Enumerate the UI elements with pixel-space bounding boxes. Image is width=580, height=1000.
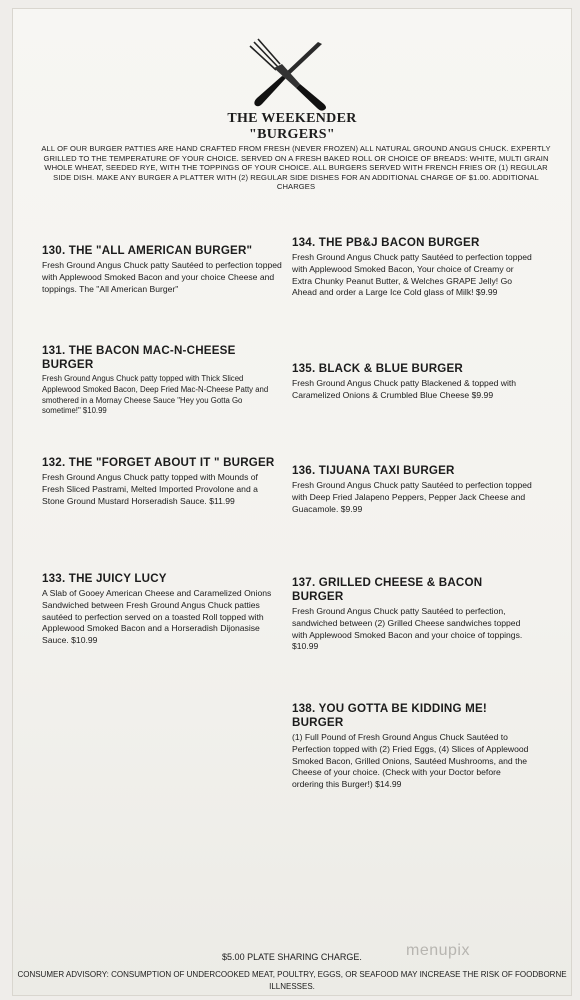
intro-text: ALL OF OUR BURGER PATTIES ARE HAND CRAFTED FROM FRESH (NEVER FROZEN) ALL NATURAL GROUND ANGUS CHUCK. EXPERTLY GRILLED TO THE TEMPERATURE OF YOUR CHOICE. SERVED ON A FRESH BAKED ROLL OR CHOICE OF BREADS: WHITE, MULTI GRAIN WHOLE WHEAT, SEEDED RYE, WITH THE TOPPINGS OF YOUR CHOICE. ALL BURGERS SERVED WITH FRENCH FRIES OR (1) REGULAR SIDE DISH. MAKE ANY BURGER A PLATTER WITH (2) REGULAR SIDE DISHES FOR AN ADDITIONAL CHARGE OF $1.00. ADDITIONAL CHARGES [41,144,551,192]
item-name: 133. THE JUICY LUCY [42,572,167,585]
item-name: 136. TIJUANA TAXI BURGER [292,464,455,477]
menu-item-132 [42,456,282,507]
menu-item-135 [292,362,532,402]
item-description: Fresh Ground Angus Chuck patty Sautéed to perfection topped with Deep Fried Jalapeno Peppers, Pepper Jack Cheese and Guacamole. $9.99 [292,480,532,514]
watermark: menupix [406,942,470,959]
menu-title: THE WEEKENDER [227,111,357,126]
item-name: 135. BLACK & BLUE BURGER [292,362,463,375]
consumer-advisory: CONSUMER ADVISORY: CONSUMPTION OF UNDERCOOKED MEAT, POULTRY, EGGS, OR SEAFOOD MAY INCREASE THE RISK OF FOODBORNE ILLNESSES. [17,970,567,991]
item-name: 131. THE BACON MAC-N-CHEESE BURGER [42,344,236,371]
item-name: 130. THE "ALL AMERICAN BURGER" [42,244,253,257]
item-name: 134. THE PB&J BACON BURGER [292,236,480,249]
item-description: Fresh Ground Angus Chuck patty Sautéed to perfection topped with Applewood Smoked Bacon, Your choice of Creamy or Extra Chunky Peanut Butter, & Welches GRAPE Jelly! Go Ahead and order a Large Ice Cold glass of Milk! $9.99 [292,252,532,298]
menu-subtitle: "BURGERS" [249,127,335,142]
menu-item-131 [42,344,282,417]
menu-item-130 [42,244,282,295]
item-name: 132. THE "FORGET ABOUT IT " BURGER [42,456,275,469]
item-description: Fresh Ground Angus Chuck patty topped with Thick Sliced Applewood Smoked Bacon, Deep Fried Mac-N-Cheese Patty and smothered in a Mornay Cheese Sauce "Hey you Gotta Go sometime!" $10.99 [42,374,269,416]
menu-item-134 [292,236,532,299]
plate-sharing-charge: $5.00 PLATE SHARING CHARGE. [222,952,362,962]
menu-item-138 [292,702,532,791]
item-description: A Slab of Gooey American Cheese and Caramelized Onions Sandwiched between Fresh Ground Angus Chuck patties sautéed to perfection served on a toasted Roll topped with Applewood Smoked Bacon and a Horseradish Dijonasise Sauce. $10.99 [42,588,272,646]
item-description: (1) Full Pound of Fresh Ground Angus Chuck Sautéed to Perfection topped with (2) Fried Eggs, (4) Slices of Applewood Smoked Bacon, Grilled Onions, Sautéed Mushrooms, and the Cheese of your choice. (Check with your Doctor before ordering this Burger!) $14.99 [292,732,529,790]
item-description: Fresh Ground Angus Chuck patty topped with Mounds of Fresh Sliced Pastrami, Melted Imported Provolone and a Stone Ground Mustard Horseradish Sauce. $11.99 [42,472,258,506]
item-description: Fresh Ground Angus Chuck patty Sautéed to perfection, sandwiched between (2) Grilled Cheese sandwiches topped with Applewood Smoked Bacon and your choice of toppings. $10.99 [292,606,523,652]
item-description: Fresh Ground Angus Chuck patty Sautéed to perfection topped with Applewood Smoked Bacon and your choice Cheese and toppings. The "All American Burger" [42,260,282,294]
item-description: Fresh Ground Angus Chuck patty Blackened & topped with Caramelized Onions & Crumbled Blue Cheese $9.99 [292,378,517,400]
item-name: 138. YOU GOTTA BE KIDDING ME! BURGER [292,702,487,729]
item-name: 137. GRILLED CHEESE & BACON BURGER [292,576,483,603]
menu-page [12,8,572,996]
menu-item-133 [42,572,282,647]
menu-item-137 [292,576,532,653]
menu-item-136 [292,464,532,515]
crossed-fork-knife-icon [240,34,340,112]
